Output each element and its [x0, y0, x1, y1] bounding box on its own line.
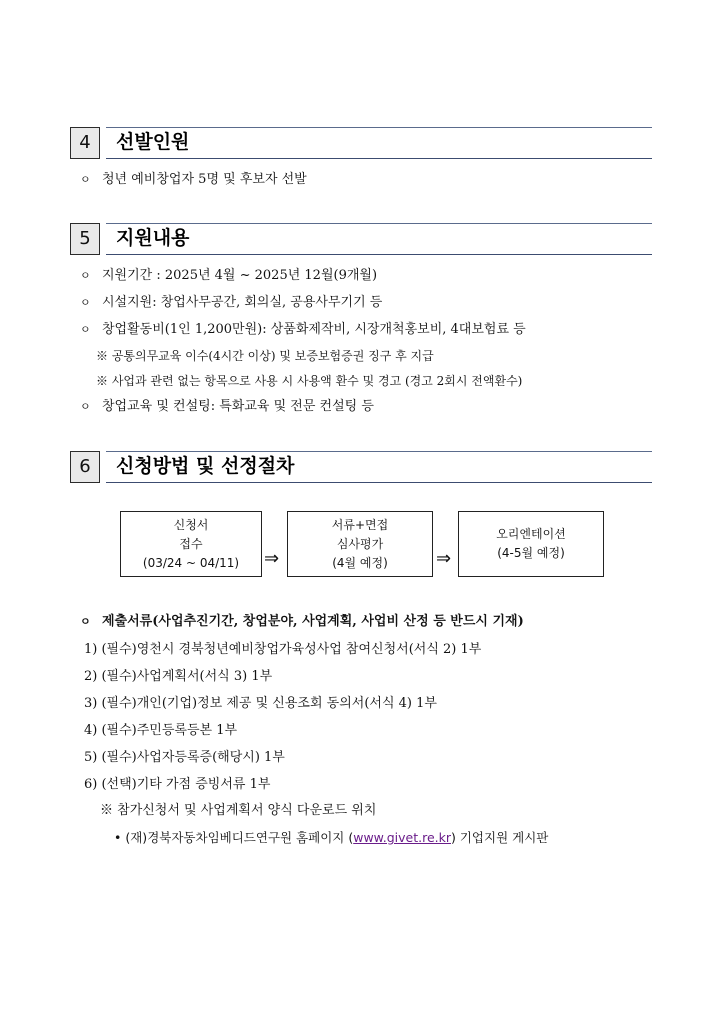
bullet: ㅇ — [80, 173, 91, 186]
header-rule-bottom — [106, 254, 652, 255]
download-note: ※ 참가신청서 및 사업계획서 양식 다운로드 위치 — [100, 803, 377, 818]
website-link[interactable]: www.givet.re.kr — [353, 830, 451, 845]
section-title: 신청방법 및 선정절차 — [116, 455, 295, 477]
section-title: 선발인원 — [116, 131, 190, 153]
doc-item: 4) (필수)주민등록등본 1부 — [84, 723, 238, 738]
list-item: ㅇ 창업활동비(1인 1,200만원): 상품화제작비, 시장개척홍보비, 4대보험료 등 — [80, 322, 526, 337]
flow-step-application: 신청서 접수 (03/24 ~ 04/11) — [120, 511, 262, 577]
flow-arrow: ⇒ — [264, 548, 280, 569]
doc-item: 1) (필수)영천시 경북청년예비창업가육성사업 참여신청서(서식 2) 1부 — [84, 642, 482, 657]
list-item: ㅇ 시설지원: 창업사무공간, 회의실, 공용사무기기 등 — [80, 295, 383, 310]
download-location: • (재)경북자동차임베디드연구원 홈페이지 (www.givet.re.kr) 기업지원 게시판 — [114, 830, 549, 845]
docs-heading: ㅇ 제출서류(사업추진기간, 창업분야, 사업계획, 사업비 산정 등 반드시 기재) — [80, 614, 524, 629]
section-header-4 — [70, 127, 652, 161]
doc-item: 3) (필수)개인(기업)정보 제공 및 신용조회 동의서(서식 4) 1부 — [84, 696, 437, 711]
section-number: 4 — [70, 127, 100, 159]
note-item: ※ 사업과 관련 없는 항목으로 사용 시 사용액 환수 및 경고 (경고 2회시 전액환수) — [96, 374, 523, 388]
flow-step-evaluation: 서류+면접 심사평가 (4월 예정) — [287, 511, 433, 577]
section-number: 6 — [70, 451, 100, 483]
list-item: ㅇ 청년 예비창업자 5명 및 후보자 선발 — [80, 172, 307, 187]
note-item: ※ 공통의무교육 이수(4시간 이상) 및 보증보험증권 징구 후 지급 — [96, 349, 434, 363]
flow-step-orientation: 오리엔테이션 (4-5월 예정) — [458, 511, 604, 577]
bullet: ㅇ — [80, 400, 91, 413]
bullet: ㅇ — [80, 323, 91, 336]
section-title: 지원내용 — [116, 227, 190, 249]
section-number: 5 — [70, 223, 100, 255]
list-item: ㅇ 창업교육 및 컨설팅: 특화교육 및 전문 컨설팅 등 — [80, 399, 374, 414]
doc-item: 6) (선택)기타 가점 증빙서류 1부 — [84, 777, 271, 792]
bullet: ㅇ — [80, 296, 91, 309]
section-header-5 — [70, 223, 652, 257]
bullet: ㅇ — [80, 615, 91, 628]
flow-arrow: ⇒ — [436, 548, 452, 569]
dot: • — [114, 830, 122, 845]
doc-item: 5) (필수)사업자등록증(해당시) 1부 — [84, 750, 285, 765]
doc-item: 2) (필수)사업계획서(서식 3) 1부 — [84, 669, 273, 684]
header-rule-bottom — [106, 158, 652, 159]
header-rule-bottom — [106, 482, 652, 483]
bullet: ㅇ — [80, 269, 91, 282]
section-header-6 — [70, 451, 652, 485]
list-item: ㅇ 지원기간 : 2025년 4월 ~ 2025년 12월(9개월) — [80, 268, 378, 283]
